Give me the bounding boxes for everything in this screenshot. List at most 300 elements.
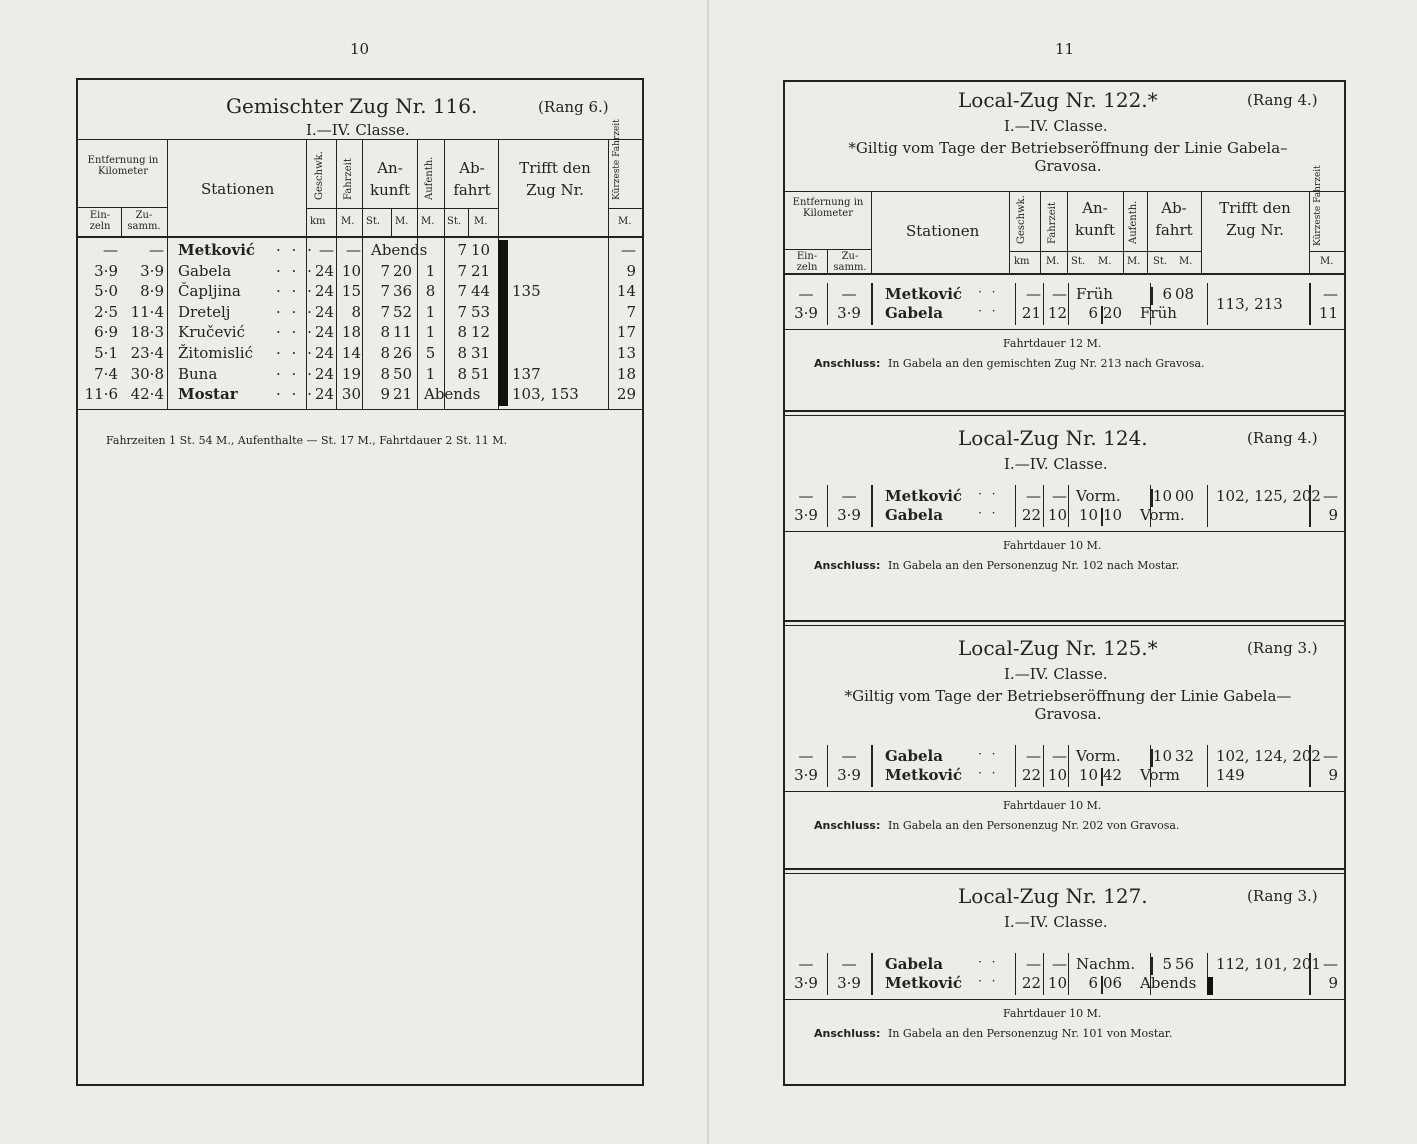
right-km-subrule xyxy=(785,249,872,250)
right-row-strong-divider xyxy=(871,485,873,527)
right-hdr-col-divider xyxy=(1309,191,1310,273)
right-row-geschwk: 21 xyxy=(1021,304,1041,322)
right-row-fahrzeit: 10 xyxy=(1047,766,1067,784)
right-hdr-col-divider xyxy=(871,191,872,273)
left-subcol-divider xyxy=(468,208,469,236)
right-abends-bar xyxy=(1207,977,1213,995)
right-row-zusamm: — xyxy=(841,487,857,505)
right-hdr-top-rule xyxy=(785,191,1344,192)
left-time-bar xyxy=(498,240,508,406)
left-row-geschwk: 24 xyxy=(314,364,334,383)
right-row-geschwk: — xyxy=(1026,747,1041,765)
left-row-abfahrt-st: 7 xyxy=(457,282,467,301)
right-row-dots: · · xyxy=(978,304,999,318)
left-row-ankunft-st: 8 xyxy=(380,323,390,342)
right-train-classe: I.—IV. Classe. xyxy=(1004,117,1108,135)
right-row-abfahrt-st: 10 xyxy=(1152,487,1172,505)
left-row-zusamm: 3·9 xyxy=(140,261,164,280)
right-anschluss-text: In Gabela an den Personenzug Nr. 202 von Gravosa. xyxy=(888,819,1180,832)
left-unit-rule xyxy=(306,208,498,209)
left-row-aufenth: 1 xyxy=(425,302,436,321)
right-row-divider xyxy=(1068,283,1069,325)
right-row-zusamm: 3·9 xyxy=(837,506,861,524)
right-fahrtdauer: Fahrtdauer 12 M. xyxy=(1003,337,1102,350)
left-hdr-abfahrt: Ab- fahrt xyxy=(453,159,491,199)
left-row-abfahrt-st: 7 xyxy=(457,302,467,321)
right-fahrtdauer: Fahrtdauer 10 M. xyxy=(1003,539,1102,552)
left-row-dots: · · · xyxy=(276,364,315,383)
right-train-rang: (Rang 3.) xyxy=(1247,639,1318,657)
left-hdr-fahrzeit: Fahrzeit xyxy=(343,158,354,200)
right-hdr-col-divider xyxy=(1040,191,1041,273)
right-row-zusamm: — xyxy=(841,955,857,973)
right-row-dots: · · xyxy=(978,974,999,988)
right-row-divider xyxy=(1068,953,1069,995)
right-row-station: Gabela xyxy=(885,304,943,322)
right-row-trifft: 112, 101, 201 xyxy=(1216,955,1321,973)
left-footer-summary: Fahrzeiten 1 St. 54 M., Aufenthalte — St. 17 M., Fahrtdauer 2 St. 11 M. xyxy=(106,434,508,447)
right-hdr-entfernung: Entfernung in Kilometer xyxy=(792,197,864,219)
right-hdr-aufenth: Aufenth. xyxy=(1128,200,1139,244)
left-row-dots: · · · xyxy=(276,385,315,404)
left-row-kuerzeste: — xyxy=(621,241,636,259)
left-row-dots: · · · xyxy=(276,241,315,259)
right-row-ankunft-st: 6 xyxy=(1088,304,1098,322)
right-hdr-m1: M. xyxy=(1046,256,1060,267)
right-hdr-m2: M. xyxy=(1098,256,1112,267)
right-row-einzeln: 3·9 xyxy=(794,506,818,524)
right-anschluss-label: Anschluss: xyxy=(814,819,881,832)
right-row-kuerzeste: — xyxy=(1323,487,1338,505)
book-spine xyxy=(707,0,709,1144)
right-row-ankunft-label: Vorm. xyxy=(1076,487,1121,505)
right-hdr-st2: St. xyxy=(1153,256,1168,267)
right-row-zusamm: 3·9 xyxy=(837,304,861,322)
left-km-subrule xyxy=(78,207,168,208)
left-kz-rule xyxy=(608,208,642,209)
right-row-einzeln: 3·9 xyxy=(794,304,818,322)
left-row-station: Čapljina xyxy=(178,282,241,301)
left-row-abfahrt-st: 7 xyxy=(457,241,467,259)
right-row-zusamm: 3·9 xyxy=(837,974,861,992)
right-unit-rule xyxy=(1009,251,1201,252)
left-row-zusamm: — xyxy=(149,241,164,259)
left-rang: (Rang 6.) xyxy=(538,98,609,116)
right-train-rang: (Rang 4.) xyxy=(1247,91,1318,109)
left-row-abfahrt-m: 12 xyxy=(471,323,491,342)
right-row-kuerzeste: 11 xyxy=(1318,304,1338,322)
right-row-fahrzeit: — xyxy=(1052,285,1067,303)
right-row-trifft: 102, 125, 202 xyxy=(1216,487,1321,505)
right-row-divider xyxy=(827,745,828,787)
right-row-geschwk: — xyxy=(1026,487,1041,505)
left-hdr-zusamm: Zu-samm. xyxy=(127,210,161,232)
left-row-geschwk: 24 xyxy=(314,302,334,321)
left-row-dots: · · · xyxy=(276,344,315,362)
left-row-abfahrt-m: 53 xyxy=(471,302,491,321)
left-row-station: Žitomislić xyxy=(178,344,253,362)
right-row-trifft: 102, 124, 202 xyxy=(1216,747,1321,765)
right-row-geschwk: 22 xyxy=(1021,506,1041,524)
right-row-ankunft-label: Früh xyxy=(1076,285,1113,303)
right-row-bottom-rule xyxy=(785,791,1344,792)
right-row-dots: · · xyxy=(978,506,999,520)
left-row-dots: · · · xyxy=(276,323,315,342)
left-hdr-m4: M. xyxy=(474,216,488,227)
left-row-fahrzeit: 18 xyxy=(341,323,361,342)
right-anschluss-text: In Gabela an den Personenzug Nr. 102 nach Mostar. xyxy=(888,559,1180,572)
left-row-station: Gabela xyxy=(178,261,232,280)
right-row-bottom-rule xyxy=(785,531,1344,532)
right-row-ankunft-label: Vorm. xyxy=(1076,747,1121,765)
left-row-ankunft-m: 21 xyxy=(393,385,413,404)
left-hdr-m5: M. xyxy=(618,216,632,227)
right-train-title: Local-Zug Nr. 127. xyxy=(958,884,1148,908)
left-row-ankunft-m: 52 xyxy=(393,302,413,321)
right-row-divider xyxy=(827,283,828,325)
right-row-station: Metković xyxy=(885,766,963,784)
right-anschluss-label: Anschluss: xyxy=(814,1027,881,1040)
left-row-trifft: 103, 153 xyxy=(512,385,579,404)
right-hdr-km: km xyxy=(1014,256,1030,267)
right-row-zusamm: — xyxy=(841,747,857,765)
left-row-abfahrt-m: 51 xyxy=(471,364,491,383)
right-hdr-geschwk: Geschwk. xyxy=(1016,195,1027,244)
right-train-rang: (Rang 4.) xyxy=(1247,429,1318,447)
left-hdr-einzeln: Ein-zeln xyxy=(89,210,111,232)
right-hdr-col-divider xyxy=(1009,191,1010,273)
right-row-ankunft-m: 20 xyxy=(1103,304,1123,322)
right-row-dots: · · xyxy=(978,285,999,299)
right-hdr-ankunft: An- kunft xyxy=(1075,199,1115,239)
right-hdr-trifft: Trifft den Zug Nr. xyxy=(1219,199,1291,239)
left-row-einzeln: 5·0 xyxy=(94,282,118,301)
right-row-geschwk: 22 xyxy=(1021,974,1041,992)
left-row-kuerzeste: 9 xyxy=(626,261,636,280)
right-row-station: Gabela xyxy=(885,747,943,765)
left-row-kuerzeste: 13 xyxy=(616,344,636,362)
right-row-station: Gabela xyxy=(885,955,943,973)
right-row-fahrzeit: — xyxy=(1052,747,1067,765)
left-hdr-kuerzeste: Kürzeste Fahrzeit xyxy=(612,119,622,200)
right-hdr-m4: M. xyxy=(1179,256,1193,267)
left-row-geschwk: 24 xyxy=(314,323,334,342)
right-hdr-st1: St. xyxy=(1071,256,1086,267)
right-row-strong-divider xyxy=(871,745,873,787)
right-row-divider xyxy=(1068,745,1069,787)
left-row-abfahrt-m: 10 xyxy=(471,241,491,259)
left-hdr-stationen: Stationen xyxy=(201,180,275,198)
right-row-kuerzeste: 9 xyxy=(1328,974,1338,992)
left-hdr-trifft: Trifft den Zug Nr. xyxy=(519,159,591,199)
right-row-trifft: 113, 213 xyxy=(1216,295,1283,313)
left-row-fahrzeit: 10 xyxy=(341,261,361,280)
right-row-divider xyxy=(827,485,828,527)
left-row-abfahrt-st: 7 xyxy=(457,261,467,280)
right-row-fahrzeit: 12 xyxy=(1047,304,1067,322)
left-row-zusamm: 18·3 xyxy=(130,323,164,342)
right-row-zusamm: 3·9 xyxy=(837,766,861,784)
left-row-kuerzeste: 29 xyxy=(616,385,636,404)
left-row-abfahrt-st: 8 xyxy=(457,323,467,342)
right-row-abfahrt-m: 00 xyxy=(1175,487,1195,505)
left-row-fahrzeit: 14 xyxy=(341,344,361,362)
right-hdr-m5: M. xyxy=(1320,256,1334,267)
left-row-aufenth: 5 xyxy=(425,344,436,362)
right-train-rang: (Rang 3.) xyxy=(1247,887,1318,905)
right-row-kuerzeste: — xyxy=(1323,285,1338,303)
left-row-abfahrt-st: 8 xyxy=(457,344,467,362)
right-block-separator-thin xyxy=(785,415,1344,416)
right-fahrtdauer: Fahrtdauer 10 M. xyxy=(1003,799,1102,812)
right-row-zusamm: — xyxy=(841,285,857,303)
left-row-zusamm: 42·4 xyxy=(130,385,164,404)
left-hdr-m3: M. xyxy=(421,216,435,227)
left-row-fahrzeit: 8 xyxy=(351,302,361,321)
right-row-dots: · · xyxy=(978,487,999,501)
right-block-separator xyxy=(785,410,1344,412)
left-train-title: Gemischter Zug Nr. 116. xyxy=(226,94,478,118)
right-row-station: Metković xyxy=(885,487,963,505)
right-row-station: Metković xyxy=(885,285,963,303)
right-block-separator xyxy=(785,620,1344,622)
left-hdr-geschwk: Geschwk. xyxy=(314,151,325,200)
left-hdr-entfernung: Entfernung in Kilometer xyxy=(87,155,159,177)
right-row-einzeln: 3·9 xyxy=(794,766,818,784)
left-hdr-st1: St. xyxy=(366,216,381,227)
right-hdr-fahrzeit: Fahrzeit xyxy=(1047,202,1058,244)
left-row-geschwk: 24 xyxy=(314,282,334,301)
right-km-divider xyxy=(827,250,828,273)
left-row-trifft: 135 xyxy=(512,282,541,301)
left-row-einzeln: — xyxy=(103,241,118,259)
right-row-abfahrt-m: 08 xyxy=(1175,285,1195,303)
right-row-abfahrt-label: Vorm xyxy=(1140,766,1180,784)
left-row-ankunft-m: 11 xyxy=(393,323,413,342)
right-row-abfahrt-st: 5 xyxy=(1162,955,1172,973)
right-row-kuerzeste: — xyxy=(1323,747,1338,765)
left-row-einzeln: 7·4 xyxy=(94,364,118,383)
right-row-abfahrt-label: Abends xyxy=(1140,974,1197,992)
right-row-ankunft-st: 10 xyxy=(1078,766,1098,784)
right-row-kuerzeste: 9 xyxy=(1328,766,1338,784)
left-row-zusamm: 8·9 xyxy=(140,282,164,301)
right-train-classe: I.—IV. Classe. xyxy=(1004,455,1108,473)
left-hdr-m2: M. xyxy=(395,216,409,227)
left-row-station: Buna xyxy=(178,364,218,383)
right-row-fahrzeit: 10 xyxy=(1047,506,1067,524)
left-header-rule xyxy=(76,139,644,140)
left-row-dots: · · · xyxy=(276,261,315,280)
left-row-fahrzeit: — xyxy=(346,241,361,259)
right-row-dots: · · xyxy=(978,955,999,969)
left-row-aufenth: 1 xyxy=(425,364,436,383)
right-hdr-bottom-rule xyxy=(785,273,1344,275)
right-row-strong-divider xyxy=(871,953,873,995)
right-train-classe: I.—IV. Classe. xyxy=(1004,913,1108,931)
right-train-title: Local-Zug Nr. 125.* xyxy=(958,636,1158,660)
right-hdr-zusamm: Zu-samm. xyxy=(833,251,867,273)
right-row-abfahrt-label: Früh xyxy=(1140,304,1177,322)
left-row-ankunft-m: 26 xyxy=(393,344,413,362)
left-row-dots: · · · xyxy=(276,302,315,321)
left-row-kuerzeste: 7 xyxy=(626,302,636,321)
left-row-aufenth: 8 xyxy=(425,282,436,301)
left-classe: I.—IV. Classe. xyxy=(306,121,410,139)
left-row-dots: · · · xyxy=(276,282,315,301)
right-block-separator-thin xyxy=(785,625,1344,626)
left-hdr-km: km xyxy=(310,216,326,227)
left-row-kuerzeste: 17 xyxy=(616,323,636,342)
right-anschluss-label: Anschluss: xyxy=(814,357,881,370)
right-fahrtdauer: Fahrtdauer 10 M. xyxy=(1003,1007,1102,1020)
right-row-strong-divider xyxy=(871,283,873,325)
left-row-ankunft-st: 7 xyxy=(380,302,390,321)
left-table-bottom-rule xyxy=(76,409,644,410)
left-row-kuerzeste: 18 xyxy=(616,364,636,383)
left-row-fahrzeit: 15 xyxy=(341,282,361,301)
right-row-einzeln: — xyxy=(798,955,814,973)
left-row-abfahrt-label: Abends xyxy=(424,385,481,404)
left-row-trifft: 137 xyxy=(512,364,541,383)
left-row-aufenth: 1 xyxy=(425,261,436,280)
left-row-fahrzeit: 30 xyxy=(341,385,361,404)
left-row-zusamm: 11·4 xyxy=(130,302,164,321)
right-block-separator xyxy=(785,868,1344,870)
right-row-station: Gabela xyxy=(885,506,943,524)
right-row-divider xyxy=(1207,485,1208,527)
left-row-einzeln: 5·1 xyxy=(94,344,118,362)
left-row-station: Dretelj xyxy=(178,302,231,321)
left-row-einzeln: 2·5 xyxy=(94,302,118,321)
right-train-note: *Giltig vom Tage der Betriebseröffnung der Linie Gabela– Gravosa. xyxy=(848,139,1288,175)
left-row-kuerzeste: 14 xyxy=(616,282,636,301)
left-hdr-ankunft: An- kunft xyxy=(370,159,410,199)
left-row-einzeln: 3·9 xyxy=(94,261,118,280)
left-row-ankunft-st: 7 xyxy=(380,282,390,301)
left-hdr-aufenth: Aufenth. xyxy=(424,156,435,200)
left-row-zusamm: 30·8 xyxy=(130,364,164,383)
right-row-abfahrt-st: 6 xyxy=(1162,285,1172,303)
right-row-geschwk: — xyxy=(1026,955,1041,973)
left-row-station: Kručević xyxy=(178,323,245,342)
right-anschluss-label: Anschluss: xyxy=(814,559,881,572)
right-hdr-einzeln: Ein-zeln xyxy=(796,251,818,273)
left-col-divider xyxy=(167,139,168,409)
left-row-abfahrt-st: 8 xyxy=(457,364,467,383)
left-row-aufenth: 1 xyxy=(425,323,436,342)
page-number-right: 11 xyxy=(1055,40,1075,58)
left-row-abfahrt-m: 21 xyxy=(471,261,491,280)
right-row-kuerzeste: — xyxy=(1323,955,1338,973)
right-row-ankunft-m: 10 xyxy=(1103,506,1123,524)
left-row-zusamm: 23·4 xyxy=(130,344,164,362)
right-train-classe: I.—IV. Classe. xyxy=(1004,665,1108,683)
right-hdr-m3: M. xyxy=(1127,256,1141,267)
left-row-geschwk: 24 xyxy=(314,261,334,280)
right-row-einzeln: — xyxy=(798,487,814,505)
right-row-dots: · · xyxy=(978,747,999,761)
right-hdr-abfahrt: Ab- fahrt xyxy=(1155,199,1193,239)
left-row-geschwk: 24 xyxy=(314,344,334,362)
right-row-abfahrt-st: 10 xyxy=(1152,747,1172,765)
right-row-dots: · · xyxy=(978,766,999,780)
right-row-geschwk: — xyxy=(1026,285,1041,303)
left-hdr-st2: St. xyxy=(447,216,462,227)
left-row-ankunft-st: 7 xyxy=(380,261,390,280)
right-row-ankunft-m: 06 xyxy=(1103,974,1123,992)
right-anschluss-text: In Gabela an den Personenzug Nr. 101 von Mostar. xyxy=(888,1027,1173,1040)
left-row-ankunft-m: 50 xyxy=(393,364,413,383)
right-row-ankunft-m: 42 xyxy=(1103,766,1123,784)
right-row-bottom-rule xyxy=(785,329,1344,330)
right-train-title: Local-Zug Nr. 122.* xyxy=(958,88,1158,112)
left-row-ankunft-st: 8 xyxy=(380,344,390,362)
right-hdr-col-divider xyxy=(1201,191,1202,273)
right-row-einzeln: 3·9 xyxy=(794,974,818,992)
right-row-einzeln: — xyxy=(798,285,814,303)
right-row-abfahrt-m: 32 xyxy=(1175,747,1195,765)
left-row-einzeln: 11·6 xyxy=(84,385,118,404)
left-row-abfahrt-m: 44 xyxy=(471,282,491,301)
left-row-einzeln: 6·9 xyxy=(94,323,118,342)
right-row-strong-divider xyxy=(1309,283,1311,325)
left-hdr-m1: M. xyxy=(341,216,355,227)
right-row-ankunft-st: 6 xyxy=(1088,974,1098,992)
left-row-ankunft-st: 9 xyxy=(380,385,390,404)
left-row-fahrzeit: 19 xyxy=(341,364,361,383)
right-row-divider xyxy=(827,953,828,995)
left-row-ankunft-label: Abends xyxy=(371,241,428,259)
right-row-bottom-rule xyxy=(785,999,1344,1000)
left-row-station: Mostar xyxy=(178,385,238,404)
right-anschluss-text: In Gabela an den gemischten Zug Nr. 213 nach Gravosa. xyxy=(888,357,1205,370)
right-row-station: Metković xyxy=(885,974,963,992)
page-number-left: 10 xyxy=(350,40,370,58)
left-subcol-divider xyxy=(391,208,392,236)
left-row-station: Metković xyxy=(178,241,256,259)
right-row-fahrzeit: — xyxy=(1052,955,1067,973)
right-row-fahrzeit: — xyxy=(1052,487,1067,505)
right-row-ankunft-label: Nachm. xyxy=(1076,955,1136,973)
right-kz-rule xyxy=(1309,251,1344,252)
left-row-ankunft-m: 36 xyxy=(393,282,413,301)
left-row-geschwk: — xyxy=(319,241,334,259)
right-row-fahrzeit: 10 xyxy=(1047,974,1067,992)
right-train-title: Local-Zug Nr. 124. xyxy=(958,426,1148,450)
left-header-bottom-rule xyxy=(76,236,644,238)
right-row-abfahrt-m: 56 xyxy=(1175,955,1195,973)
right-row-einzeln: — xyxy=(798,747,814,765)
left-row-geschwk: 24 xyxy=(314,385,334,404)
left-row-ankunft-m: 20 xyxy=(393,261,413,280)
right-row-divider xyxy=(1207,283,1208,325)
right-hdr-kuerzeste: Kürzeste Fahrzeit xyxy=(1313,165,1323,246)
left-row-abfahrt-m: 31 xyxy=(471,344,491,362)
right-row-abfahrt-label: Vorm. xyxy=(1140,506,1185,524)
right-block-separator-thin xyxy=(785,873,1344,874)
right-row-ankunft-st: 10 xyxy=(1078,506,1098,524)
right-row-trifft: 149 xyxy=(1216,766,1245,784)
right-row-divider xyxy=(1068,485,1069,527)
right-train-note: *Giltig vom Tage der Betriebseröffnung der Linie Gabela—Gravosa. xyxy=(844,687,1292,723)
left-row-ankunft-st: 8 xyxy=(380,364,390,383)
right-row-kuerzeste: 9 xyxy=(1328,506,1338,524)
right-row-geschwk: 22 xyxy=(1021,766,1041,784)
right-hdr-col-divider xyxy=(1123,191,1124,273)
right-row-divider xyxy=(1207,745,1208,787)
right-hdr-stationen: Stationen xyxy=(906,222,980,240)
